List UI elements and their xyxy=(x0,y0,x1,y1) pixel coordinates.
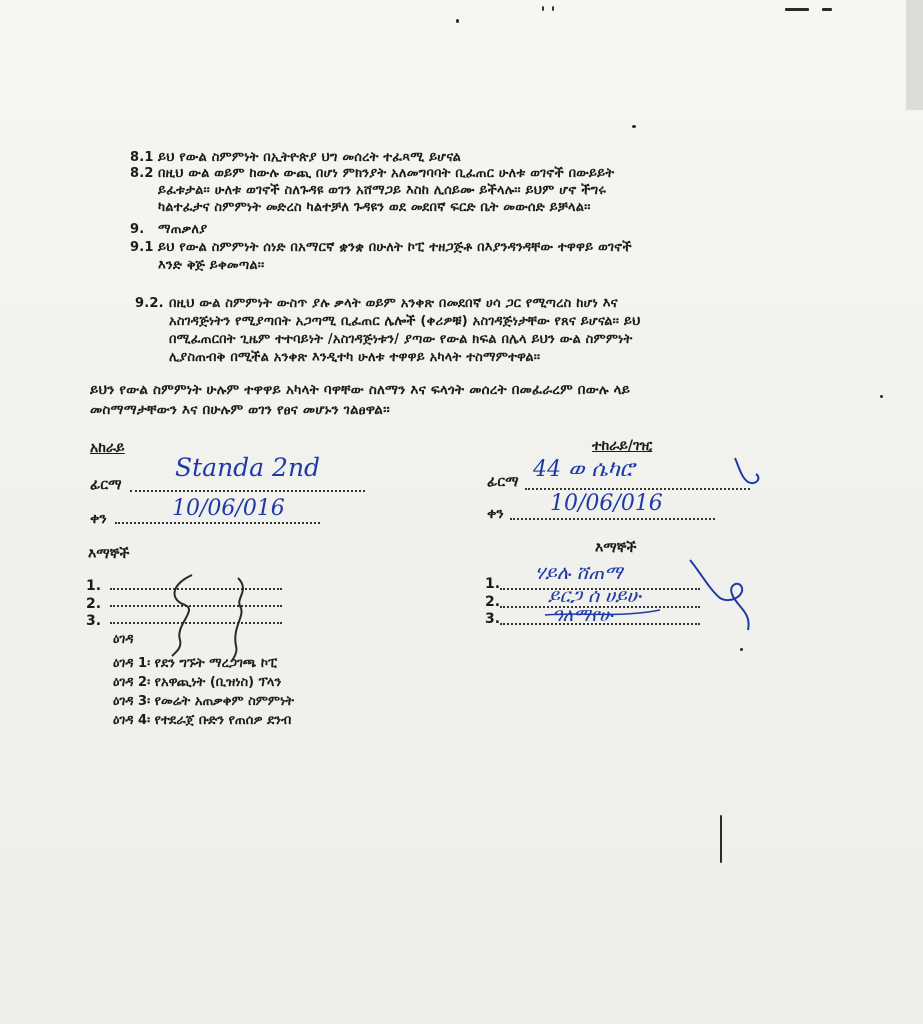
clause-line: አስገዳጅነትን የሚያጣበት አጋጣሚ ቢፈጠር ሌሎች (ቀሪዎቹ) አስገዳጅነታቸው የጸና ይሆናል፡፡ ይህ xyxy=(169,314,641,329)
closing-line: መስማማታቸውን እና በሁሉም ወገን የፀና መሆኑን ገልፀዋል፡፡ xyxy=(90,402,390,418)
clause-line: ይፈቱታል፡፡ ሁለቱ ወገኖች ስለጉዳዩ ወገን አሸማጋይ እስከ ሊሰይሙ ይችላሉ፡፡ ይህም ሆኖ ችግሩ xyxy=(158,183,606,198)
party-right-flourish xyxy=(735,458,758,483)
witness-right-num: 3. xyxy=(485,611,501,627)
clause-heading: 9. ማጠቃለያ xyxy=(130,222,208,237)
party-left-date-line xyxy=(115,522,320,524)
annex-item: ዕገዳ 4፡ የተደራጀ ቡድን የጠሰዎ ደንብ xyxy=(113,713,292,728)
scan-mark xyxy=(720,815,722,863)
scan-speck xyxy=(740,648,743,651)
clause-line: 8.1 ይህ የውል ስምምነት በኢትዮጵያ ህግ መሰረት ተፈጻሚ ይሆናል xyxy=(130,150,462,165)
witness-left-line xyxy=(110,622,282,624)
party-left-sign-label: ፊርማ xyxy=(90,477,122,493)
closing-line: ይህን የውል ስምምነት ሁሉም ተዋዋይ አካላት ባዋቸው ስለማን እና ፍላጎት መሰረት በመፈራረም በውሉ ላይ xyxy=(90,382,631,398)
witness-right-num: 2. xyxy=(485,594,501,610)
witnesses-right-heading: እማኞች xyxy=(595,540,637,556)
witnesses-left-heading: እማኞች xyxy=(88,546,130,562)
party-left-sign-line xyxy=(130,490,365,492)
clause-line: 8.2 በዚህ ውል ወይም ከውሉ ውጪ በሆነ ምክንያት አለመግባባት ቢፈጠር ሁለቱ ወገኖች በውይይት xyxy=(130,166,615,181)
annex-item: ዕገዳ 2፡ የአዋጪነት (ቢዝነስ) ፕላን xyxy=(113,675,282,690)
party-right-signature: 44 ወ ሴካሮ xyxy=(533,457,635,482)
witness-right-name: ሃይሉ ሸጠማ xyxy=(535,562,623,584)
party-left-heading: አከራይ xyxy=(90,440,125,456)
scan-speck xyxy=(822,8,832,11)
witness-left-num: 1. xyxy=(86,578,102,594)
witness-left-num: 3. xyxy=(86,613,102,629)
clause-line: 9.2. በዚህ ውል ስምምነት ውስጥ ያሉ ቃላት ወይም አንቀጽ በመደበኛ ሀሳ ጋር የሚጣረስ ከሆነ እና xyxy=(135,296,618,311)
party-right-heading: ተከራይ/ገዢ xyxy=(592,438,653,454)
scan-speck xyxy=(456,19,459,23)
witness-right-flourish xyxy=(690,560,749,630)
party-left-signature: Standa 2nd xyxy=(175,453,321,482)
witness-left-num: 2. xyxy=(86,596,102,612)
witness-right-name: ዓለማየሁ xyxy=(552,605,613,626)
annex-item: ዕገዳ 1፡ የደን ግኙት ማረጋገጫ ኮፒ xyxy=(113,656,278,671)
scan-speck xyxy=(632,125,636,128)
party-right-sign-label: ፊርማ xyxy=(487,474,519,490)
scan-speck xyxy=(880,395,883,398)
party-right-date: 10/06/016 xyxy=(550,491,663,516)
party-right-sign-line xyxy=(525,488,750,490)
clause-line: ሊያስጠብቅ በሚችል አንቀጽ እንዲተካ ሁለቱ ተዋዋይ አካላት ተስማምተዋል፡፡ xyxy=(169,350,541,365)
party-right-date-label: ቀን xyxy=(487,506,504,522)
party-left-date: 10/06/016 xyxy=(172,496,285,521)
witness-left-line xyxy=(110,588,282,590)
annex-heading: ዕገዳ xyxy=(113,632,134,647)
clause-line: እንድ ቅጅ ይቀመጣል፡፡ xyxy=(158,258,265,273)
witness-left-line xyxy=(110,605,282,607)
clause-line: ካልተፈታና ስምምነት መድረስ ካልተቻለ ጉዳዩን ወደ መደበኛ ፍርድ ቤት መውሰድ ይቻላል፡፡ xyxy=(158,200,591,215)
clause-line: በሚፈጠርበት ጊዜም ተተባይነት /አስገዳጅነቱን/ ያጣው የውል ክፍል በሌላ ይህን ውል ስምምነት xyxy=(169,332,633,347)
clause-line: 9.1 ይህ የውል ስምምነት ሰነድ በአማርኛ ቋንቋ በሁለት ኮፒ ተዘጋጅቶ በእያንዳንዳቸው ተዋዋይ ወገኖች xyxy=(130,240,632,255)
scan-speck xyxy=(785,8,809,11)
witness-right-name: ይርጋ ሰ ሀይሁ xyxy=(548,585,641,607)
annex-item: ዕገዳ 3፡ የመሬት አጠቃቀም ስምምነት xyxy=(113,694,295,709)
party-right-date-line xyxy=(510,518,715,520)
scan-mark xyxy=(906,0,923,110)
scan-speck xyxy=(542,6,544,11)
witness-left-scribble xyxy=(231,578,243,662)
party-left-date-label: ቀን xyxy=(90,511,107,527)
witness-right-num: 1. xyxy=(485,576,501,592)
scan-speck xyxy=(552,6,554,11)
